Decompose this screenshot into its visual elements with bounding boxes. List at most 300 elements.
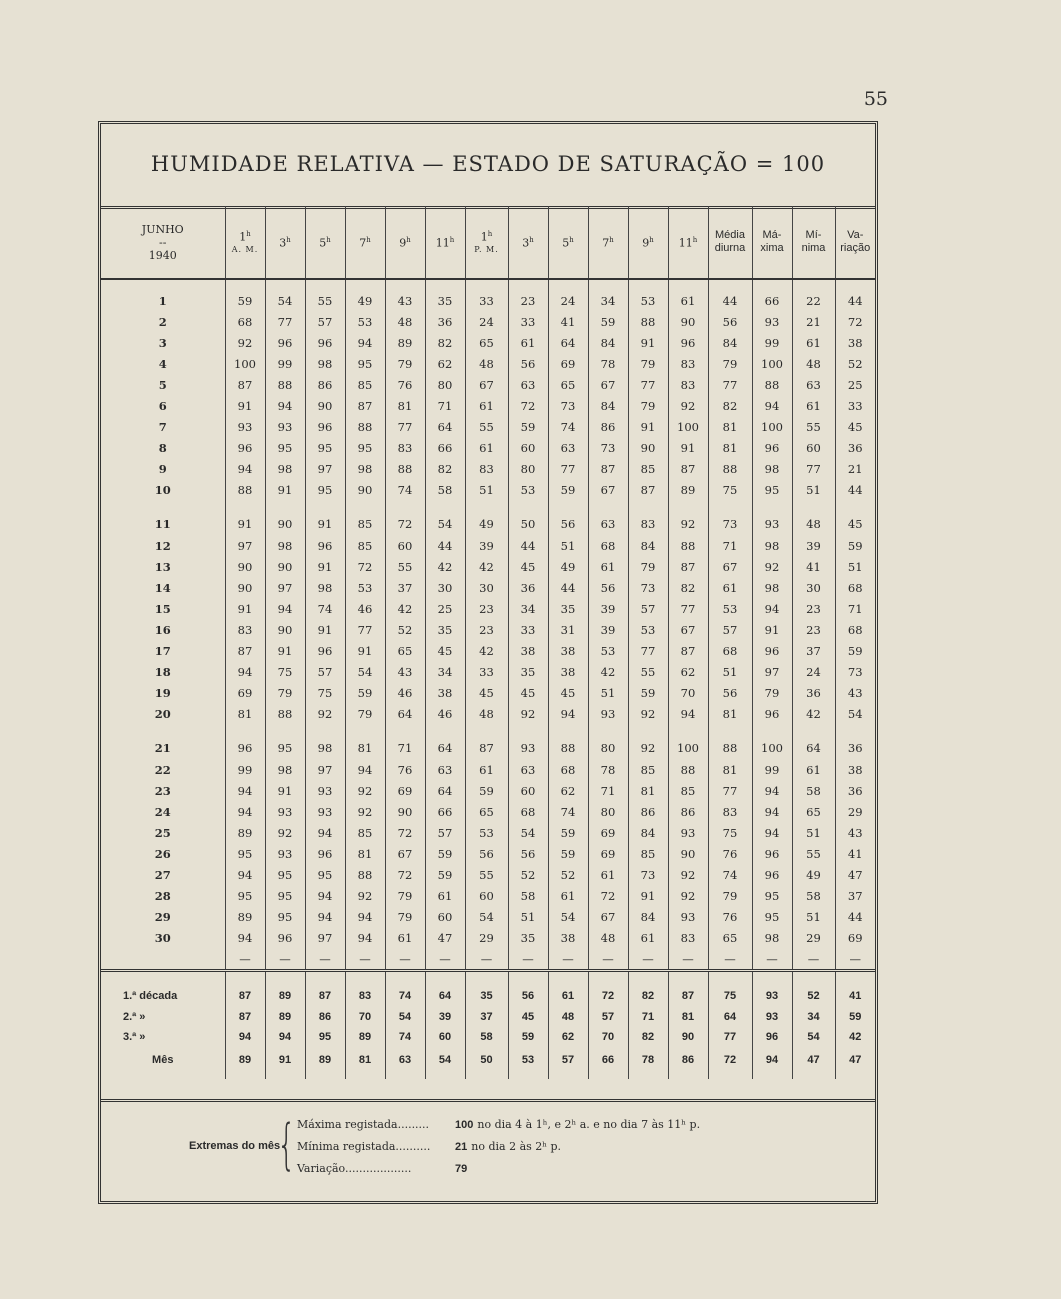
- value-cell: 61: [508, 332, 548, 353]
- value-cell: 82: [628, 986, 668, 1007]
- value-cell: 90: [668, 843, 708, 864]
- day-row: [101, 374, 875, 395]
- value-cell: 60: [508, 438, 548, 459]
- spacer-cell: [265, 279, 305, 290]
- value-cell: 69: [835, 928, 875, 949]
- var-line: [297, 1162, 471, 1175]
- value-cell: 88: [668, 535, 708, 556]
- value-cell: 68: [835, 577, 875, 598]
- value-cell: 90: [265, 514, 305, 535]
- value-cell: 97: [305, 928, 345, 949]
- value-cell: 59: [425, 864, 465, 885]
- value-cell: 54: [465, 907, 508, 928]
- value-cell: 54: [345, 662, 385, 683]
- min-line: [297, 1140, 561, 1153]
- value-cell: 54: [508, 822, 548, 843]
- value-cell: 48: [792, 514, 835, 535]
- value-cell: 89: [265, 986, 305, 1007]
- value-cell: 67: [708, 556, 752, 577]
- spacer-cell: [345, 279, 385, 290]
- value-cell: 97: [305, 459, 345, 480]
- value-cell: 63: [508, 374, 548, 395]
- stat-header: [792, 206, 835, 279]
- row-label: 22: [154, 762, 171, 777]
- dash-cell: —: [305, 949, 345, 971]
- value-cell: 94: [265, 1027, 305, 1048]
- value-cell: 42: [792, 704, 835, 725]
- value-cell: 95: [752, 907, 792, 928]
- value-cell: 29: [792, 928, 835, 949]
- value-cell: 69: [225, 683, 265, 704]
- max-value: 100: [455, 1119, 474, 1131]
- value-cell: 93: [508, 738, 548, 759]
- spacer-cell: [548, 501, 588, 514]
- hour-number: 11: [678, 236, 693, 250]
- spacer-cell: [508, 501, 548, 514]
- stat-header: [835, 206, 875, 279]
- value-cell: 92: [752, 556, 792, 577]
- value-cell: 46: [425, 704, 465, 725]
- spacer-cell: [668, 501, 708, 514]
- value-cell: 83: [668, 374, 708, 395]
- hour-number: 5: [562, 236, 570, 250]
- value-cell: 58: [465, 1027, 508, 1048]
- value-cell: 36: [508, 577, 548, 598]
- value-cell: 38: [835, 759, 875, 780]
- value-cell: 42: [425, 556, 465, 577]
- value-cell: 77: [345, 619, 385, 640]
- value-cell: 48: [792, 353, 835, 374]
- value-cell: 35: [465, 986, 508, 1007]
- value-cell: 49: [465, 514, 508, 535]
- dash-cell: —: [385, 949, 425, 971]
- value-cell: 96: [752, 843, 792, 864]
- value-cell: 43: [835, 683, 875, 704]
- value-cell: 64: [548, 332, 588, 353]
- value-cell: 84: [628, 535, 668, 556]
- value-cell: 22: [792, 290, 835, 311]
- spacer-cell: [835, 1073, 875, 1079]
- value-cell: 94: [345, 759, 385, 780]
- value-cell: 72: [385, 864, 425, 885]
- dash-cell: —: [668, 949, 708, 971]
- value-cell: 68: [588, 535, 628, 556]
- value-cell: 73: [548, 395, 588, 416]
- spacer-cell: [508, 970, 548, 986]
- value-cell: 96: [305, 535, 345, 556]
- spacer-cell: [465, 279, 508, 290]
- value-cell: 59: [835, 641, 875, 662]
- spacer-cell: [345, 1073, 385, 1079]
- value-cell: 44: [548, 577, 588, 598]
- value-cell: 94: [752, 1047, 792, 1073]
- day-row: [101, 759, 875, 780]
- value-cell: 82: [628, 1027, 668, 1048]
- value-cell: 51: [708, 662, 752, 683]
- value-cell: 94: [752, 822, 792, 843]
- value-cell: 60: [792, 438, 835, 459]
- spacer-cell: [708, 279, 752, 290]
- value-cell: 96: [225, 438, 265, 459]
- spacer-cell: [668, 970, 708, 986]
- value-cell: 79: [628, 395, 668, 416]
- day-row: [101, 535, 875, 556]
- row-label: 18: [154, 665, 171, 680]
- hour-header: [305, 206, 345, 279]
- value-cell: 59: [548, 822, 588, 843]
- value-cell: 100: [668, 417, 708, 438]
- value-cell: 64: [385, 704, 425, 725]
- hour-number: 9: [642, 236, 650, 250]
- value-cell: 34: [508, 598, 548, 619]
- spacer-cell: [265, 501, 305, 514]
- value-cell: 63: [385, 1047, 425, 1073]
- humidity-table: [101, 206, 875, 1079]
- spacer-cell: [668, 725, 708, 738]
- dash-cell: —: [508, 949, 548, 971]
- value-cell: 44: [835, 290, 875, 311]
- spacer-cell: [465, 970, 508, 986]
- spacer-cell: [668, 279, 708, 290]
- value-cell: 82: [425, 332, 465, 353]
- value-cell: 94: [225, 801, 265, 822]
- value-cell: 89: [305, 1047, 345, 1073]
- value-cell: 94: [225, 864, 265, 885]
- value-cell: 91: [265, 641, 305, 662]
- value-cell: 73: [628, 577, 668, 598]
- value-cell: 51: [792, 822, 835, 843]
- value-cell: 80: [508, 459, 548, 480]
- value-cell: 88: [752, 374, 792, 395]
- value-cell: 68: [508, 801, 548, 822]
- value-cell: 25: [835, 374, 875, 395]
- value-cell: 63: [425, 759, 465, 780]
- value-cell: 88: [345, 864, 385, 885]
- hour-header: [588, 206, 628, 279]
- value-cell: 94: [225, 459, 265, 480]
- value-cell: 89: [225, 907, 265, 928]
- value-cell: 57: [548, 1047, 588, 1073]
- row-label: 19: [154, 686, 171, 701]
- value-cell: 91: [265, 480, 305, 501]
- row-label: 12: [154, 538, 171, 553]
- value-cell: 59: [588, 311, 628, 332]
- value-cell: 92: [305, 704, 345, 725]
- stat-header-line: Má-: [762, 229, 782, 241]
- value-cell: 53: [345, 577, 385, 598]
- value-cell: 72: [345, 556, 385, 577]
- day-row: [101, 822, 875, 843]
- value-cell: 53: [345, 311, 385, 332]
- value-cell: 61: [588, 556, 628, 577]
- dash-cell: —: [752, 949, 792, 971]
- value-cell: 93: [752, 514, 792, 535]
- spacer-cell: [835, 970, 875, 986]
- row-label: 25: [154, 825, 171, 840]
- value-cell: 65: [548, 374, 588, 395]
- value-cell: 61: [708, 577, 752, 598]
- value-cell: 90: [668, 311, 708, 332]
- spacer-cell: [708, 725, 752, 738]
- value-cell: 79: [265, 683, 305, 704]
- value-cell: 58: [792, 780, 835, 801]
- value-cell: 92: [668, 395, 708, 416]
- value-cell: 56: [708, 683, 752, 704]
- value-cell: 77: [708, 780, 752, 801]
- spacer-cell: [101, 1073, 225, 1079]
- value-cell: 42: [465, 641, 508, 662]
- value-cell: 62: [548, 780, 588, 801]
- value-cell: 94: [265, 395, 305, 416]
- hour-suffix: h: [649, 236, 654, 245]
- value-cell: 24: [465, 311, 508, 332]
- value-cell: 51: [465, 480, 508, 501]
- value-cell: 85: [628, 843, 668, 864]
- spacer-cell: [628, 725, 668, 738]
- value-cell: 94: [225, 780, 265, 801]
- spacer-cell: [225, 1073, 265, 1079]
- value-cell: 95: [752, 886, 792, 907]
- value-cell: 71: [385, 738, 425, 759]
- value-cell: 62: [668, 662, 708, 683]
- value-cell: 91: [628, 417, 668, 438]
- value-cell: 84: [628, 907, 668, 928]
- value-cell: 92: [628, 738, 668, 759]
- row-label: 20: [154, 707, 171, 722]
- value-cell: 21: [835, 459, 875, 480]
- value-cell: 23: [465, 598, 508, 619]
- day-row: [101, 641, 875, 662]
- value-cell: 48: [588, 928, 628, 949]
- value-cell: 84: [628, 822, 668, 843]
- value-cell: 86: [668, 801, 708, 822]
- value-cell: 30: [425, 577, 465, 598]
- value-cell: 68: [548, 759, 588, 780]
- value-cell: 94: [752, 780, 792, 801]
- value-cell: 86: [305, 374, 345, 395]
- value-cell: 91: [225, 514, 265, 535]
- hour-number: 1: [480, 230, 488, 244]
- value-cell: 45: [508, 556, 548, 577]
- value-cell: 59: [225, 290, 265, 311]
- value-cell: 57: [708, 619, 752, 640]
- table-body: [101, 279, 875, 1079]
- spacer-row: [101, 970, 875, 986]
- row-label: 29: [154, 910, 171, 925]
- value-cell: 92: [508, 704, 548, 725]
- spacer-cell: [752, 725, 792, 738]
- value-cell: 81: [708, 759, 752, 780]
- value-cell: 79: [385, 907, 425, 928]
- value-cell: 57: [628, 598, 668, 619]
- value-cell: 36: [835, 438, 875, 459]
- value-cell: 97: [265, 577, 305, 598]
- value-cell: 47: [835, 864, 875, 885]
- value-cell: 85: [345, 822, 385, 843]
- spacer-cell: [548, 725, 588, 738]
- value-cell: 95: [345, 353, 385, 374]
- value-cell: 84: [708, 332, 752, 353]
- value-cell: 67: [465, 374, 508, 395]
- value-cell: 64: [792, 738, 835, 759]
- value-cell: 84: [588, 395, 628, 416]
- value-cell: 49: [548, 556, 588, 577]
- value-cell: 85: [345, 374, 385, 395]
- extremes-box: [101, 1099, 875, 1201]
- day-row: [101, 704, 875, 725]
- spacer-cell: [792, 725, 835, 738]
- value-cell: 45: [465, 683, 508, 704]
- value-cell: 79: [385, 353, 425, 374]
- value-cell: 94: [345, 332, 385, 353]
- value-cell: 95: [265, 738, 305, 759]
- value-cell: 54: [385, 1006, 425, 1027]
- row-label: 10: [154, 483, 171, 498]
- value-cell: 85: [628, 459, 668, 480]
- value-cell: 54: [792, 1027, 835, 1048]
- value-cell: 91: [345, 641, 385, 662]
- value-cell: 67: [588, 907, 628, 928]
- value-cell: 87: [345, 395, 385, 416]
- value-cell: 36: [425, 311, 465, 332]
- value-cell: 39: [792, 535, 835, 556]
- value-cell: 56: [708, 311, 752, 332]
- value-cell: 58: [792, 886, 835, 907]
- page-number: 55: [863, 88, 888, 110]
- row-label: 4: [158, 356, 167, 371]
- row-label: 21: [154, 741, 171, 756]
- value-cell: 56: [508, 353, 548, 374]
- value-cell: 79: [628, 556, 668, 577]
- value-cell: 60: [508, 780, 548, 801]
- value-cell: 96: [668, 332, 708, 353]
- value-cell: 77: [792, 459, 835, 480]
- spacer-cell: [425, 501, 465, 514]
- value-cell: 82: [425, 459, 465, 480]
- value-cell: 88: [708, 459, 752, 480]
- value-cell: 65: [708, 928, 752, 949]
- value-cell: 95: [752, 480, 792, 501]
- spacer-cell: [225, 279, 265, 290]
- value-cell: 72: [508, 395, 548, 416]
- spacer-cell: [101, 279, 225, 290]
- value-cell: 95: [305, 438, 345, 459]
- value-cell: 91: [628, 886, 668, 907]
- day-row: [101, 514, 875, 535]
- value-cell: 88: [225, 480, 265, 501]
- value-cell: 85: [345, 514, 385, 535]
- value-cell: 24: [548, 290, 588, 311]
- value-cell: 54: [835, 704, 875, 725]
- spacer-cell: [792, 970, 835, 986]
- value-cell: 75: [708, 480, 752, 501]
- value-cell: 95: [305, 480, 345, 501]
- value-cell: 66: [588, 1047, 628, 1073]
- value-cell: 53: [508, 480, 548, 501]
- spacer-row: [101, 725, 875, 738]
- stat-header-line: Mí-: [805, 229, 822, 241]
- value-cell: 69: [385, 780, 425, 801]
- value-cell: 70: [668, 683, 708, 704]
- value-cell: 72: [835, 311, 875, 332]
- day-row: [101, 886, 875, 907]
- value-cell: 71: [425, 395, 465, 416]
- value-cell: 39: [588, 619, 628, 640]
- value-cell: 93: [265, 801, 305, 822]
- value-cell: 90: [265, 619, 305, 640]
- value-cell: 73: [708, 514, 752, 535]
- value-cell: 94: [345, 907, 385, 928]
- value-cell: 94: [752, 598, 792, 619]
- value-cell: 77: [628, 641, 668, 662]
- value-cell: 83: [668, 928, 708, 949]
- spacer-row: [101, 501, 875, 514]
- value-cell: 72: [385, 822, 425, 843]
- hour-number: 3: [522, 236, 530, 250]
- value-cell: 53: [628, 619, 668, 640]
- value-cell: 95: [225, 886, 265, 907]
- spacer-cell: [835, 725, 875, 738]
- spacer-cell: [708, 970, 752, 986]
- min-note: no dia 2 às 2ʰ p.: [471, 1140, 562, 1153]
- value-cell: 73: [588, 438, 628, 459]
- value-cell: 61: [628, 928, 668, 949]
- hour-header: [265, 206, 305, 279]
- day-row: [101, 843, 875, 864]
- hour-number: 9: [399, 236, 407, 250]
- value-cell: 90: [385, 801, 425, 822]
- value-cell: 91: [305, 556, 345, 577]
- summary-row: [101, 1027, 875, 1048]
- value-cell: 67: [588, 374, 628, 395]
- value-cell: 94: [548, 704, 588, 725]
- value-cell: 92: [345, 886, 385, 907]
- value-cell: 52: [385, 619, 425, 640]
- value-cell: 58: [425, 480, 465, 501]
- value-cell: 90: [225, 556, 265, 577]
- value-cell: 55: [385, 556, 425, 577]
- spacer-cell: [548, 1073, 588, 1079]
- value-cell: 90: [668, 1027, 708, 1048]
- value-cell: 56: [588, 577, 628, 598]
- value-cell: 89: [225, 822, 265, 843]
- value-cell: 98: [265, 759, 305, 780]
- value-cell: 85: [628, 759, 668, 780]
- year-label: 1940: [148, 248, 177, 262]
- value-cell: 87: [225, 374, 265, 395]
- hour-suffix: h: [366, 236, 371, 245]
- value-cell: 48: [548, 1006, 588, 1027]
- value-cell: 74: [385, 986, 425, 1007]
- value-cell: 54: [425, 514, 465, 535]
- value-cell: 53: [628, 290, 668, 311]
- value-cell: 80: [588, 738, 628, 759]
- month-label: JUNHO: [141, 222, 184, 236]
- value-cell: 42: [465, 556, 508, 577]
- value-cell: 59: [835, 535, 875, 556]
- value-cell: 77: [385, 417, 425, 438]
- stat-header-line: diurna: [714, 242, 746, 254]
- value-cell: 93: [752, 986, 792, 1007]
- spacer-cell: [708, 1073, 752, 1079]
- value-cell: 79: [628, 353, 668, 374]
- value-cell: 87: [668, 986, 708, 1007]
- row-label: 8: [158, 441, 167, 456]
- value-cell: 36: [835, 738, 875, 759]
- value-cell: 84: [588, 332, 628, 353]
- value-cell: 68: [708, 641, 752, 662]
- value-cell: 67: [668, 619, 708, 640]
